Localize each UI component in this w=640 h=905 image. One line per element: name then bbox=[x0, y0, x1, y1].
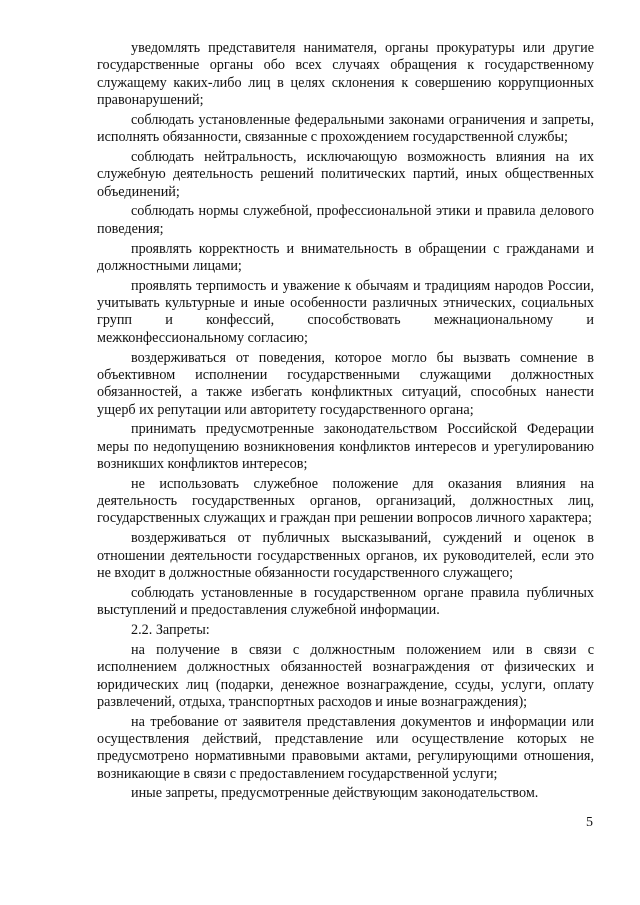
paragraph-refrain-statements: воздерживаться от публичных высказываний, суждений и оценок в отношении деятельности государственных органов, их руководителей, если это не входит в должностные обязанности государственного служащего; bbox=[97, 530, 594, 581]
paragraph-conflict-of-interest: принимать предусмотренные законодательством Российской Федерации меры по недопущению возникновения конфликтов интересов и урегулированию возникших конфликтов интересов; bbox=[97, 421, 594, 472]
paragraph-refrain-behavior: воздерживаться от поведения, которое могло бы вызвать сомнение в объективном исполнении государственными служащими должностных обязанностей, а также избегать конфликтных ситуаций, способных нанести ущерб их репутации или авторитету государственного органа; bbox=[97, 349, 594, 418]
paragraph-other-prohibitions: иные запреты, предусмотренные действующим законодательством. bbox=[131, 785, 539, 802]
paragraph-correctness: проявлять корректность и внимательность в обращении с гражданами и должностными лицами; bbox=[97, 240, 594, 274]
paragraph-public-speaking: соблюдать установленные в государственном органе правила публичных выступлений и предоставления служебной информации. bbox=[97, 584, 594, 619]
section-heading-prohibitions: 2.2. Запреты: bbox=[131, 622, 210, 639]
paragraph-ethics: соблюдать нормы служебной, профессиональной этики и правила делового поведения; bbox=[97, 203, 594, 237]
paragraph-no-official-influence: не использовать служебное положение для оказания влияния на деятельность государственных органов, организаций, должностных лиц, государственных служащих и граждан при решении вопросов личного характера; bbox=[97, 475, 594, 527]
paragraph-observe-restrictions: соблюдать установленные федеральными законами ограничения и запреты, исполнять обязанности, связанные с прохождением государственной службы; bbox=[97, 111, 594, 146]
page-number: 5 bbox=[586, 815, 593, 830]
paragraph-no-remuneration: на получение в связи с должностным положением или в связи с исполнением должностных обязанностей вознаграждения от физических и юридических лиц (подарки, денежное вознаграждение, ссуды, услуги, оплату развлечений, отдыха, транспортных расходов и иные вознаграждения); bbox=[97, 641, 594, 710]
paragraph-tolerance: проявлять терпимость и уважение к обычаям и традициям народов России, учитывать культурные и иные особенности различных этнических, социальных групп и конфессий, способствовать межнациональному и межконфессиональному согласию; bbox=[97, 277, 594, 346]
paragraph-no-document-requests: на требование от заявителя представления документов и информации или осуществления действий, представление или осуществление которых не предусмотрено нормативными правовыми актами, регулирующими отношения, возникающие в связи с предоставлением государственной услуги; bbox=[97, 713, 594, 782]
document-body bbox=[97, 40, 594, 805]
paragraph-neutrality: соблюдать нейтральность, исключающую возможность влияния на их служебную деятельность решений политических партий, иных общественных объединений; bbox=[97, 148, 594, 200]
paragraph-notify: уведомлять представителя нанимателя, органы прокуратуры или другие государственные органы обо всех случаях обращения к государственному служащему каких-либо лиц в целях склонения к совершению коррупционных правонарушений; bbox=[97, 40, 594, 108]
